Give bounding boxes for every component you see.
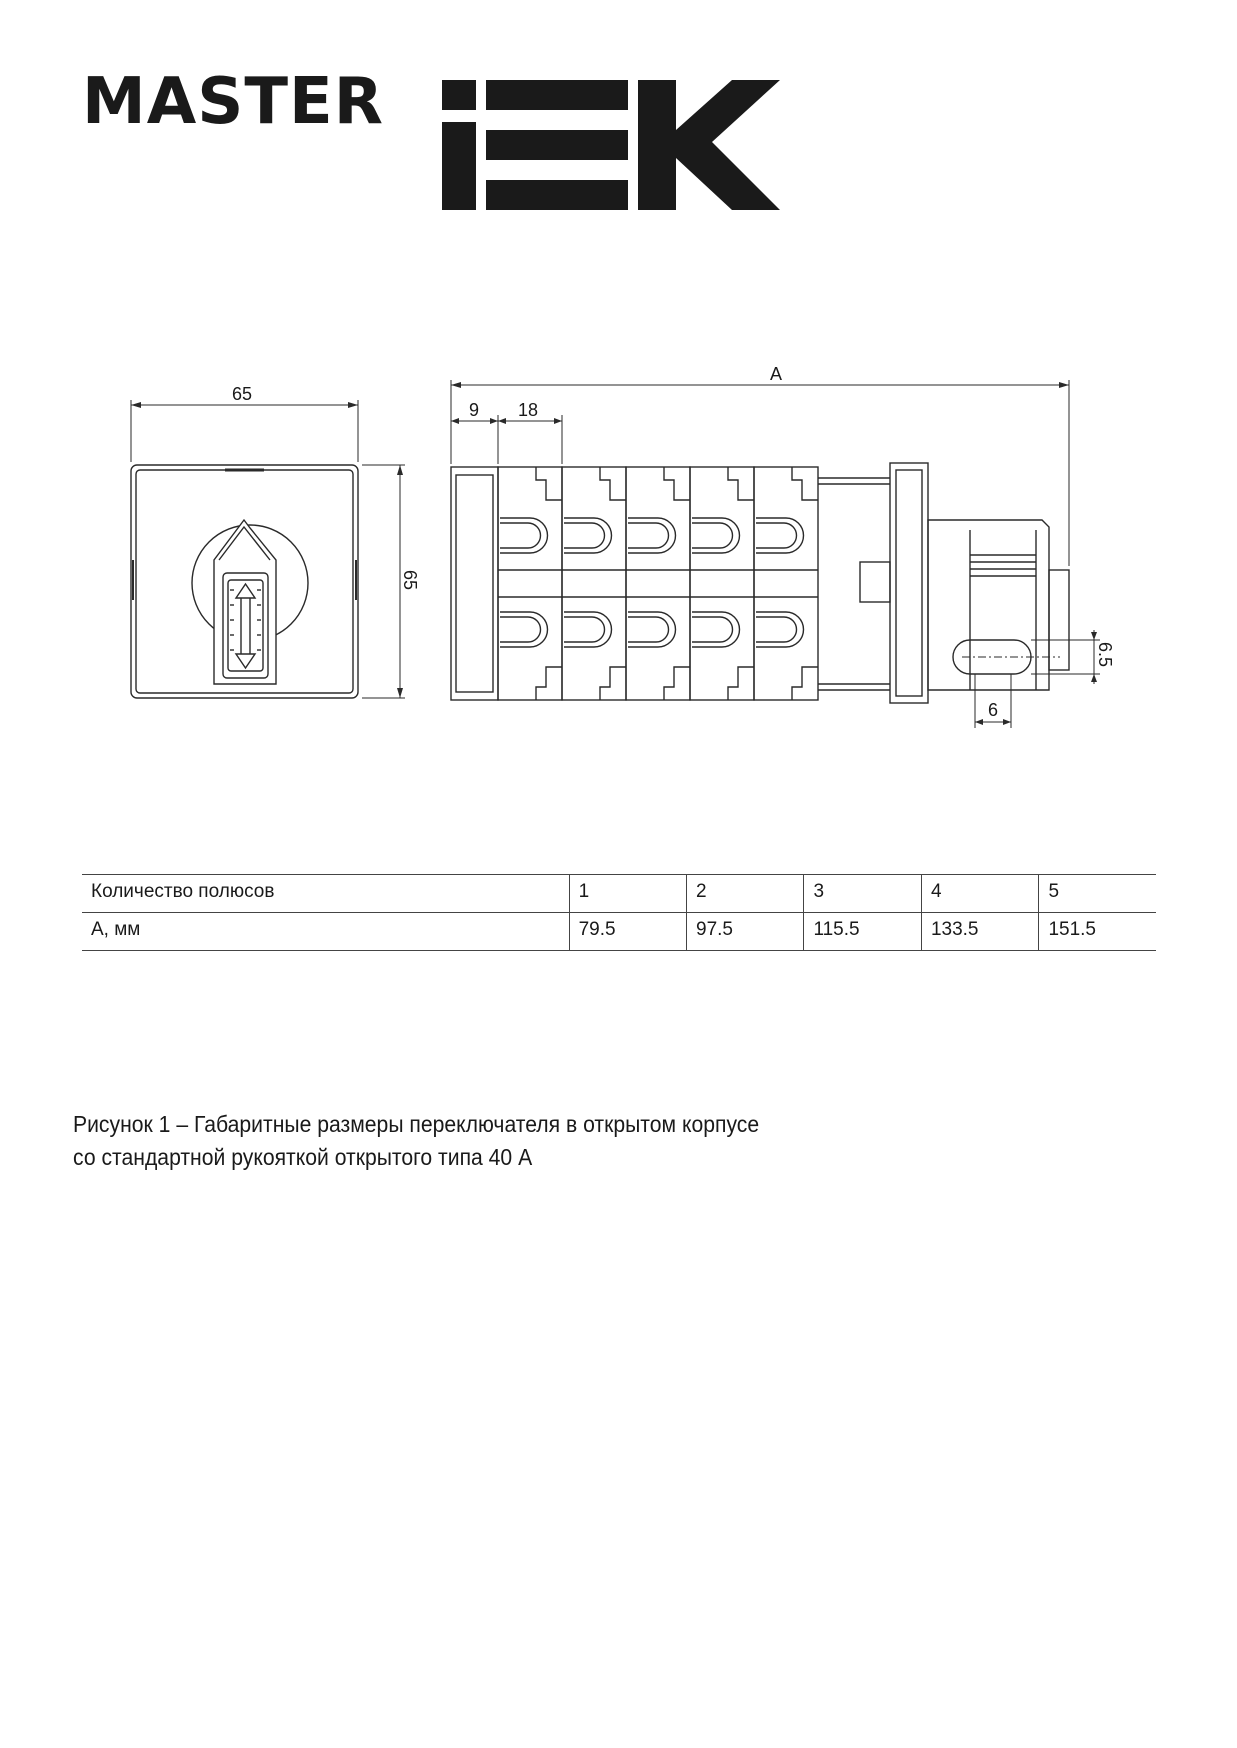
table-row [82, 913, 1156, 951]
table-row [82, 875, 1156, 913]
table-cell: 151.5 [1039, 913, 1156, 951]
pole-length-table [82, 874, 1156, 951]
table-row-label: А, мм [82, 913, 569, 951]
table-cell: 115.5 [804, 913, 922, 951]
dim-overall-length: A [770, 364, 783, 384]
table-cell: 3 [804, 875, 922, 913]
table-cell: 79.5 [569, 913, 686, 951]
side-view [451, 463, 1069, 703]
table-header-label: Количество полюсов [82, 875, 569, 913]
table-cell: 133.5 [921, 913, 1039, 951]
side-dimensions [451, 380, 1100, 728]
technical-drawing [0, 0, 1237, 760]
dim-offset-first: 9 [469, 400, 480, 420]
pole-modules [498, 467, 818, 700]
dim-slot-height: 6.5 [1095, 642, 1115, 668]
dim-front-height: 65 [400, 570, 420, 591]
table-cell: 97.5 [687, 913, 804, 951]
caption-line-2: со стандартной рукояткой открытого типа 40 А [73, 1144, 533, 1170]
table-cell: 1 [569, 875, 686, 913]
figure-caption [73, 1108, 759, 1174]
table-cell: 5 [1039, 875, 1156, 913]
front-view [131, 465, 358, 698]
caption-line-1: Рисунок 1 – Габаритные размеры переключателя в открытом корпусе [73, 1111, 760, 1137]
dim-module-pitch: 18 [518, 400, 539, 420]
dim-slot-width: 6 [988, 700, 999, 720]
table-cell: 4 [921, 875, 1039, 913]
logo-master-text: MASTER [82, 65, 384, 139]
dim-front-width: 65 [232, 384, 253, 404]
table-cell: 2 [687, 875, 804, 913]
